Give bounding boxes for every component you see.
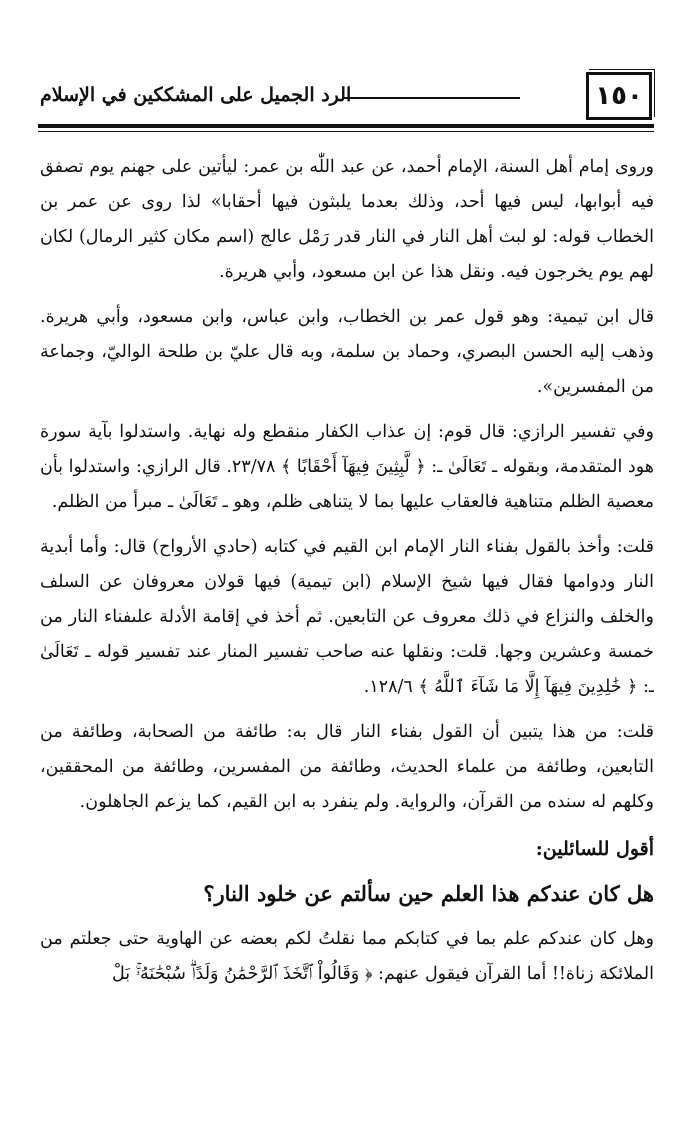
paragraph-ibn-qayyim-part-1: قلت: وأخذ بالقول بفناء النار الإمام ابن القيم في كتابه (حادي الأرواح) قال: وأما أبدية النار ودوامها فقال فيها شيخ الإسلام (ابن تيمية) فيها قولان معروفان عن السلف والخلف والنزاع في ذلك معروف عن التابعين. ثم أخذ في إقامة الأدلة علىفناء النار من خمسة وعشرين وجها. قلت: ونقلها عنه صاحب تفسير المنار عند تفسير قوله ـ تَعَالَىٰ ـ: [40, 537, 654, 697]
paragraph-ahmad-narration: وروى إمام أهل السنة، الإمام أحمد، عن عبد اللّٰه بن عمر: ليأتين على جهنم يوم تصفق فيه أبوابها، ليس فيها أحد، وذلك بعدما يلبثون فيها أحقابا» لذا روى عن عمر بن الخطاب قوله: لو لبث أهل النار في النار قدر رَمْل عالج (اسم مكان كثير الرمال) لكان لهم يوم يخرجون فيه. ونقل هذا عن ابن مسعود، وأبي هريرة. [40, 157, 654, 282]
paragraph-ibn-qayyim [40, 530, 654, 705]
paragraph-ibn-qayyim-part-2: ١٢٨/٦. [363, 677, 419, 697]
paragraph-ibn-taymiyya: قال ابن تيمية: وهو قول عمر بن الخطاب، وابن عباس، وابن مسعود، وأبي هريرة. وذهب إليه الحسن البصري، وحماد بن سلمة، وبه قال عليّ بن طلحة الواليّ، وجماعة من المفسرين». [40, 307, 654, 397]
paragraph-angels [40, 922, 654, 992]
paragraph-razi-tafsir [40, 415, 654, 520]
quran-verse-waqalu: ﴿ وَقَالُواْ ٱتَّخَذَ ٱلرَّحْمَٰنُ وَلَدًاۗ سُبْحَٰنَهُۥۚ بَلْ [111, 964, 373, 984]
paragraph-razi-part-1: وفي تفسير الرازي: قال قوم: إن عذاب الكفار منقطع وله نهاية. واستدلوا بآية سورة هود المتقدمة، وبقوله ـ تَعَالَىٰ ـ: [40, 422, 654, 477]
quran-verse-khalidin: ﴿ خَٰلِدِينَ فِيهَآ إِلَّا مَا شَآءَ ٱللَّهُ ﴾ [418, 677, 638, 697]
header-rule-thick [38, 124, 654, 128]
paragraph-angels-part-1: وهل كان عندكم علم بما في كتابكم مما نقلتُ لكم بعضه عن الهاوية حتى جعلتم من الملائكة زناة!! أما القرآن فيقول عنهم: [40, 929, 654, 984]
page-number: ١٥٠ [586, 72, 652, 120]
body-text [40, 150, 654, 1115]
paragraph-conclusion: قلت: من هذا يتبين أن القول بفناء النار قال به: طائفة من الصحابة، وطائفة من التابعين، وطائفة من علماء الحديث، وطائفة من المفسرين، وطائفة من المحققين، وكلهم له سنده من القرآن، والرواية. ولم ينفرد به ابن القيم، كما يزعم الجاهلون. [40, 722, 654, 812]
header-rule-thin [38, 131, 654, 132]
heading-to-questioners: أقول للسائلين: [535, 838, 654, 860]
page-header [40, 72, 652, 122]
running-title: الرد الجميل على المشككين في الإسلام [40, 84, 352, 106]
heading-question: هل كان عندكم هذا العلم حين سألتم عن خلود النار؟ [203, 881, 654, 906]
quran-verse-ahqaba: ﴿ لَّبِثِينَ فِيهَآ أَحْقَابًا ﴾ [281, 457, 426, 477]
paragraph-razi-part-2: ٢٣/٧٨. قال الرازي: واستدلوا بأن معصية الظلم متناهية فالعقاب عليها بما لا يتناهى ظلم، وهو ـ تَعَالَىٰ ـ مبرأ من الظلم. [40, 457, 654, 512]
header-dash [342, 97, 520, 99]
